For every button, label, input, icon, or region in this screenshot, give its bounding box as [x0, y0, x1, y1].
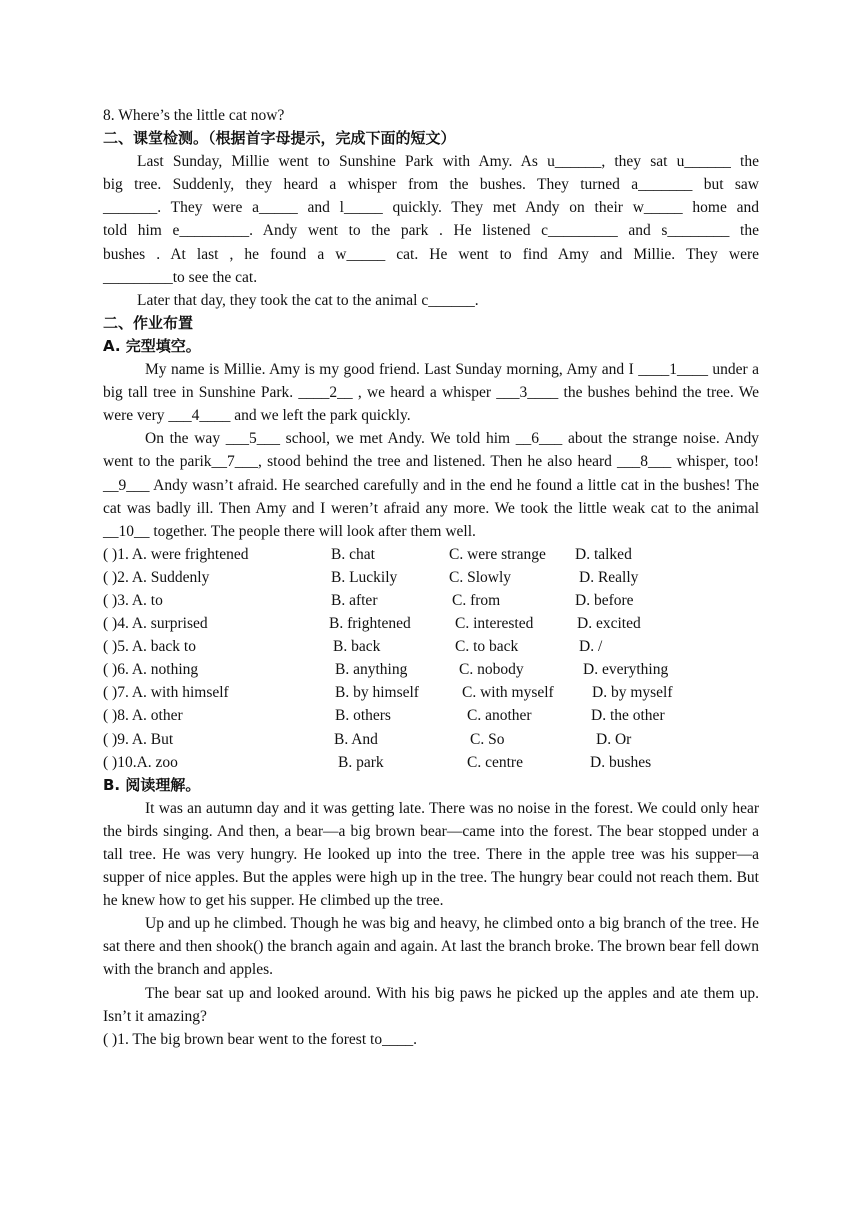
cloze-passage	[103, 358, 759, 543]
passage-line: _________to see the cat.	[103, 268, 258, 286]
option-b: B. Luckily	[331, 568, 398, 586]
part-b-title: B. 阅读理解。	[103, 775, 201, 794]
cloze-paragraph: On the way ___5___ school, we met Andy. We told him __6___ about the strange noise. Andy went to the parik__7___, stood behind the tree and listened. Then he also heard ___8___ whisper, too! __9___ Andy wasn’t afraid. He searched carefully and in the end he found a little cat in the bushes! The cat was badly ill. Then Amy and I weren’t afraid any more. We took the little weak cat to the animal __10__ together. The people there will look after them well.	[103, 430, 759, 540]
question-row	[103, 543, 759, 566]
option-b: B. after	[331, 591, 378, 609]
passage-line: big tree. Suddenly, they heard a whisper from the bushes. They turned a_______ but saw	[103, 176, 759, 194]
option-b: B. And	[334, 730, 378, 748]
reading-paragraph: Up and up he climbed. Though he was big and heavy, he climbed onto a big branch of the tree. He sat there and then shook() the branch again and again. At last the branch broke. The brown bear fell down with the branch and apples.	[103, 915, 759, 979]
option-d: D. Or	[596, 730, 632, 748]
question-row	[103, 704, 759, 727]
option-d: D. before	[575, 591, 634, 609]
question-8: 8. Where’s the little cat now?	[103, 107, 285, 124]
option-d: D. everything	[583, 661, 669, 679]
passage-line: _______. They were a_____ and l_____ quickly. They met Andy on their w_____ home and	[103, 199, 759, 217]
question-stem-option-a: ( )10.A. zoo	[103, 753, 178, 771]
part-a-title: A. 完型填空。	[103, 336, 201, 355]
question-stem-option-a: ( )4. A. surprised	[103, 615, 208, 633]
reading-question-1: ( )1. The big brown bear went to the forest to____.	[103, 1030, 417, 1048]
passage-line: bushes . At last , he found a w_____ cat. He went to find Amy and Millie. They were	[103, 245, 759, 263]
option-b: B. back	[333, 638, 381, 656]
question-row	[103, 681, 759, 704]
option-b: B. anything	[335, 661, 408, 679]
cloze-paragraph: My name is Millie. Amy is my good friend. Last Sunday morning, Amy and I ____1____ under a big tall tree in Sunshine Park. ____2__ , we heard a whisper ___3____ the bushes behind the tree. We were very ___4____ and we left the park quickly.	[103, 361, 759, 425]
question-stem-option-a: ( )1. A. were frightened	[103, 545, 249, 563]
question-row	[103, 589, 759, 612]
cloze-passage-initials	[103, 150, 759, 312]
option-c: C. with myself	[462, 684, 554, 702]
option-d: D. /	[579, 638, 603, 656]
question-row	[103, 612, 759, 635]
option-d: D. talked	[575, 545, 632, 563]
option-c: C. from	[452, 591, 501, 609]
cloze-questions	[103, 543, 759, 774]
question-stem-option-a: ( )9. A. But	[103, 730, 174, 748]
option-c: C. were strange	[449, 545, 546, 563]
option-d: D. bushes	[590, 753, 652, 771]
question-row	[103, 658, 759, 681]
question-stem-option-a: ( )2. A. Suddenly	[103, 568, 210, 586]
question-stem-option-a: ( )7. A. with himself	[103, 684, 229, 702]
option-d: D. Really	[579, 568, 639, 586]
option-c: C. nobody	[459, 661, 524, 679]
option-b: B. others	[335, 707, 391, 725]
option-d: D. the other	[591, 707, 665, 725]
question-row	[103, 751, 759, 774]
passage-line: told him e_________. Andy went to the park . He listened c_________ and s________ the	[103, 222, 759, 240]
section-heading-homework: 二、作业布置	[103, 313, 194, 332]
question-stem-option-a: ( )3. A. to	[103, 591, 163, 609]
option-b: B. frightened	[329, 615, 411, 633]
question-row	[103, 566, 759, 589]
question-stem-option-a: ( )8. A. other	[103, 707, 183, 725]
passage-line: Later that day, they took the cat to the animal c______.	[137, 291, 479, 309]
reading-passage	[103, 797, 759, 1028]
option-c: C. another	[467, 707, 532, 725]
option-d: D. excited	[577, 615, 641, 633]
option-c: C. So	[470, 730, 505, 748]
reading-paragraph: The bear sat up and looked around. With his big paws he picked up the apples and ate them up. Isn’t it amazing?	[103, 984, 759, 1025]
passage-line: Last Sunday, Millie went to Sunshine Park with Amy. As u______, they sat u______ the	[137, 153, 759, 171]
option-b: B. chat	[331, 545, 375, 563]
question-stem-option-a: ( )5. A. back to	[103, 638, 196, 656]
option-c: C. to back	[455, 638, 519, 656]
question-row	[103, 728, 759, 751]
question-stem-option-a: ( )6. A. nothing	[103, 661, 199, 679]
reading-paragraph: It was an autumn day and it was getting late. There was no noise in the forest. We could only hear the birds singing. And then, a bear—a big brown bear—came into the forest. The bear stopped under a tall tree. He was very hungry. He looked up into the tree. There in the apple tree was his supper—a supper of nice apples. But the apples were high up in the tree. The hungry bear could not reach them. But he knew how to get his supper. He climbed up the tree.	[103, 799, 759, 910]
option-b: B. by himself	[335, 684, 419, 702]
option-c: C. Slowly	[449, 568, 512, 586]
worksheet-page	[103, 104, 759, 1051]
question-row	[103, 635, 759, 658]
option-c: C. interested	[455, 615, 534, 633]
option-d: D. by myself	[592, 684, 673, 702]
section-heading-class-test: 二、课堂检测。（根据首字母提示，完成下面的短文）	[103, 129, 456, 148]
option-b: B. park	[338, 753, 384, 771]
option-c: C. centre	[467, 753, 523, 771]
